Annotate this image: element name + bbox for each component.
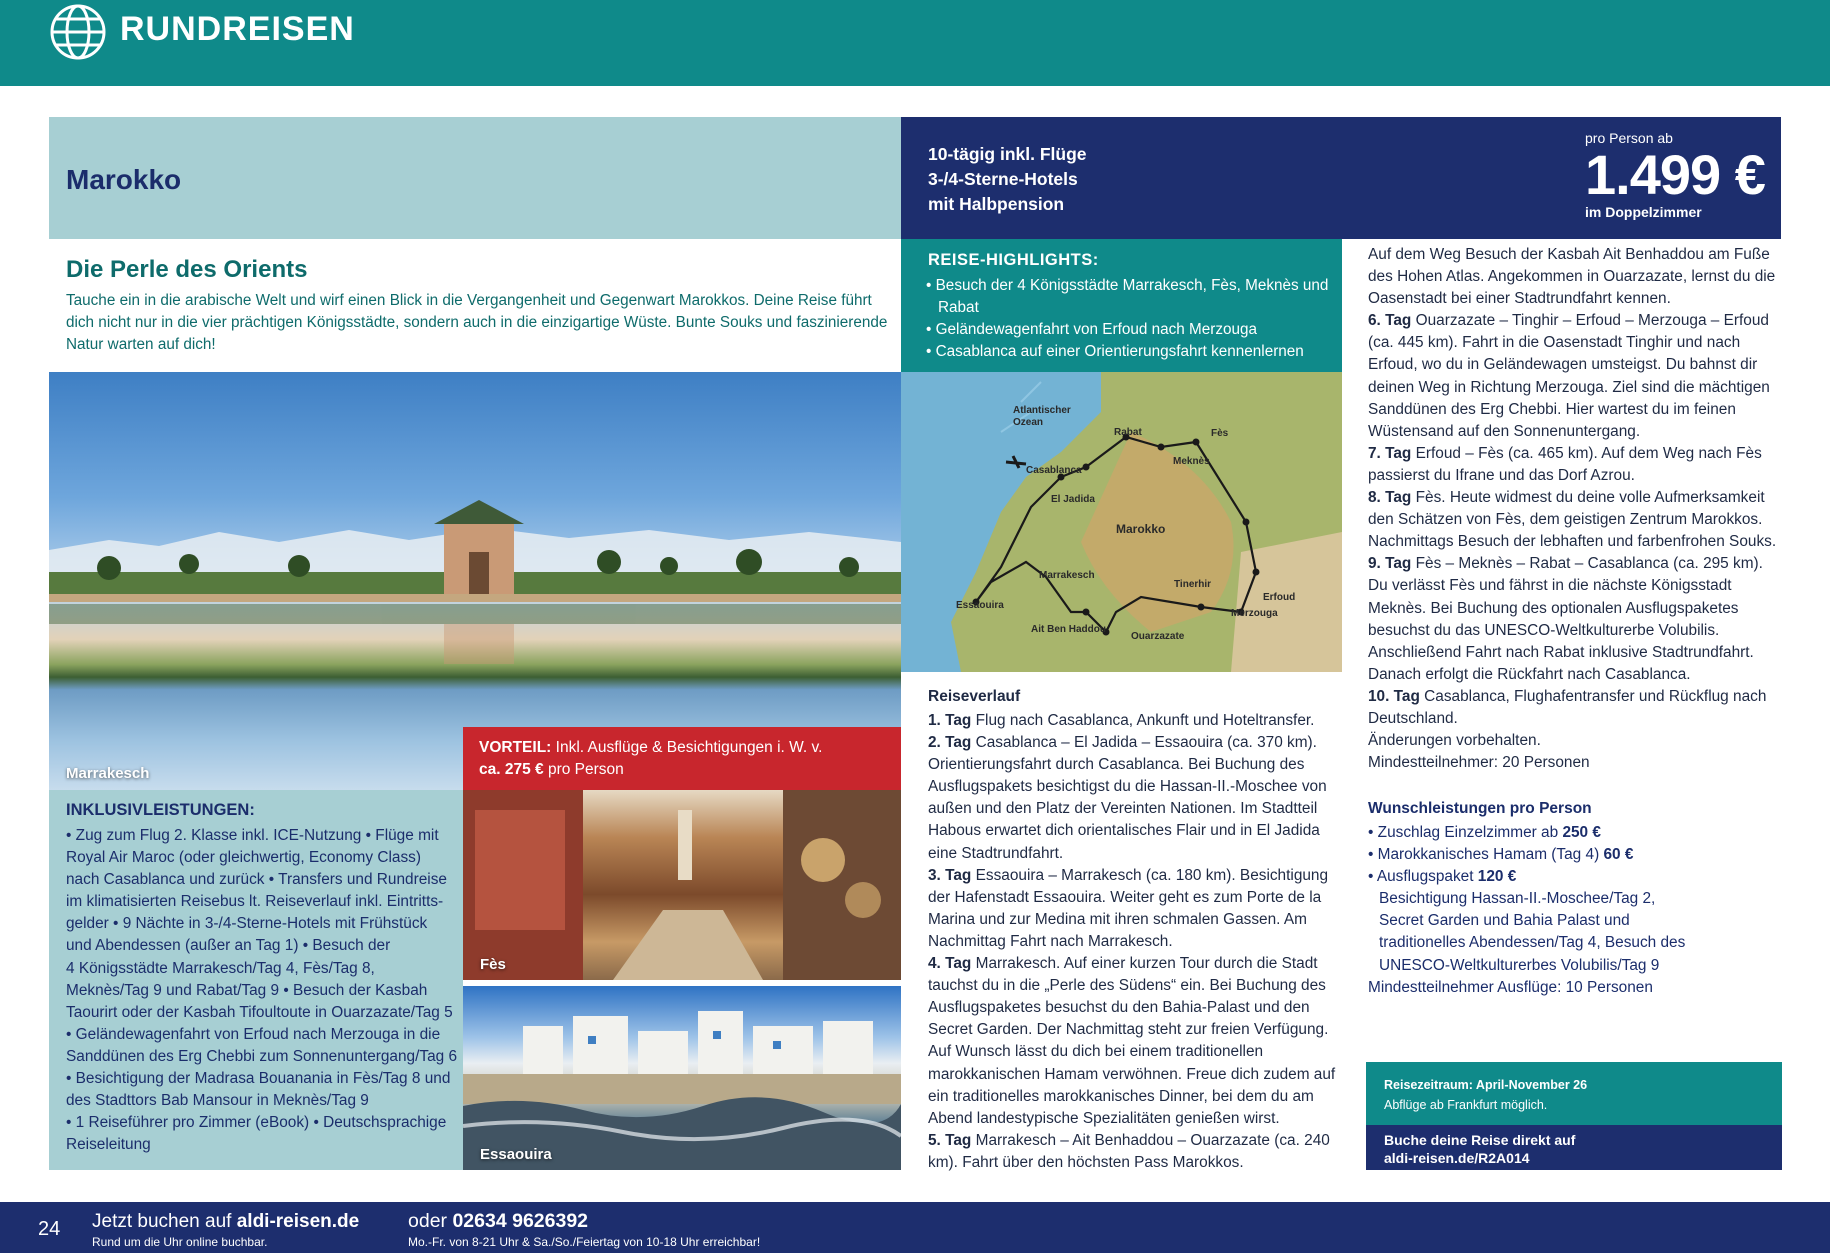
departure-info: Abflüge ab Frankfurt möglich. [1384, 1098, 1548, 1112]
extra-item: • Ausflugspaket 120 € [1368, 868, 1517, 886]
map-label-el-jadida: El Jadida [1051, 494, 1095, 505]
itinerary-day: 10. Tag Casablanca, Flughafentransfer und Rückflug nach Deutschland. [1368, 687, 1767, 727]
trip-info-line: 10-tägig inkl. Flüge [928, 144, 1087, 164]
globe-icon [48, 2, 108, 62]
map-label-ait-ben-haddou: Ait Ben Haddou [1031, 624, 1106, 635]
inclusion-line: gelder • 9 Nächte in 3-/4-Sterne-Hotels mit Frühstück [66, 915, 428, 933]
map-label-fes: Fès [1211, 428, 1229, 439]
map-label-merzouga: Merzouga [1231, 608, 1278, 619]
intro-heading: Die Perle des Orients [66, 256, 308, 283]
route-map [901, 372, 1342, 672]
itinerary-day: 6. Tag Ouarzazate – Tinghir – Erfoud – Merzouga – Erfoud (ca. 445 km). Fahrt in die Oasenstadt Tinghir und nach Erfoud, wo du in Geländewagen umsteigst. Du bahnst dir deinen Weg in Richtung Merzouga. Ziel sind die mächtigen Sanddünen des Erg Chebbi. Hier wartest du im feinen Wüstensand auf den Sonnenuntergang. [1368, 312, 1770, 440]
highlights-heading: REISE-HIGHLIGHTS: [928, 251, 1099, 269]
price-prefix: pro Person ab [1585, 130, 1673, 146]
inclusion-line: • 1 Reiseführer pro Zimmer (eBook) • Deutschsprachige [66, 1114, 447, 1132]
inclusion-line: und Abendessen (außer an Tag 1) • Besuch der [66, 937, 391, 955]
advantage-label: VORTEIL: [479, 739, 552, 756]
itinerary-day: 1. Tag Flug nach Casablanca, Ankunft und Hoteltransfer. [928, 712, 1315, 729]
itinerary-day: 9. Tag Fès – Meknès – Rabat – Casablanca (ca. 295 km). Du verlässt Fès und fährst in die nächste Königsstadt Meknès. Bei Buchung des optionalen Ausflugspaketes besuchst du das UNESCO-Weltkulturerbe Volubilis. Anschließend Fahrt nach Rabat inklusive Stadtrundfahrt. Danach erfolgt die Rückfahrt nach Casablanca. [1368, 555, 1763, 683]
inclusion-line: Royal Air Maroc (oder gleichwertig, Economy Class) [66, 849, 421, 867]
itinerary-day: 7. Tag Erfoud – Fès (ca. 465 km). Auf dem Weg nach Fès passierst du Ifrane und das Dorf Azrou. [1368, 444, 1762, 484]
extras-list [1368, 822, 1782, 999]
map-label-rabat: Rabat [1114, 427, 1142, 438]
itinerary-day: 4. Tag Marrakesch. Auf einer kurzen Tour durch die Stadt tauchst du in die „Perle des Südens“ ein. Bei Buchung des Ausflugspaketes besuchst du den Bahia-Palast und den Secret Garden. Der Nachmittag steht zur freien Verfügung. Auf Wunsch lässt du dich bei einem traditionellen marokkanischen Hamam verwöhnen. Freue dich zudem auf ein traditionelles marokkanisches Dinner, bei dem du am Abend landestypische Spezialitäten genießen wirst. [928, 955, 1336, 1127]
section-brand: RUNDREISEN [120, 10, 355, 48]
intro-text: Tauche ein in die arabische Welt und wirf einen Blick in die Vergangenheit und Gegenwart Marokkos. Deine Reise führt dich nicht nur in die vier prächtigen Königsstädte, sondern auch in die einzigartige Wüste. Bunte Souks und faszinierende Natur warten auf dich! [66, 292, 888, 353]
itinerary-note: Änderungen vorbehalten. [1368, 732, 1541, 750]
highlight-item: • Besuch der 4 Königsstädte Marrakesch, Fès, Meknès und Rabat [926, 277, 1329, 316]
inclusions-heading: INKLUSIVLEISTUNGEN: [66, 801, 255, 819]
highlight-item: • Casablanca auf einer Orientierungsfahrt kennenlernen [926, 343, 1304, 360]
price-block [1585, 130, 1765, 220]
highlight-item: • Geländewagenfahrt von Erfoud nach Merzouga [926, 321, 1258, 338]
fes-photo-caption: Fès [480, 956, 506, 973]
itinerary-heading: Reiseverlauf [928, 688, 1021, 705]
essaouira-illustration [463, 986, 901, 1170]
inclusion-line: Reiseleitung [66, 1136, 151, 1154]
itinerary-col-1 [928, 710, 1338, 1174]
inclusion-line: 4 Königsstädte Marrakesch/Tag 4, Fès/Tag 8, [66, 959, 375, 977]
itinerary-day: 8. Tag Fès. Heute widmest du deine volle Aufmerksamkeit den Schätzen von Fès, dem geistigen Zentrum Marokkos. Nachmittags Besuch der lebhaften und farbenfrohen Souks. [1368, 489, 1777, 551]
map-label-ouarzazate: Ouarzazate [1131, 631, 1185, 642]
booking-url[interactable]: aldi-reisen.de/R2A014 [1384, 1150, 1530, 1166]
extra-package-detail: UNESCO-Weltkulturerbes Volubilis/Tag 9 [1379, 956, 1660, 974]
map-label-meknes: Meknès [1173, 456, 1210, 467]
footer-phone: oder 02634 9626392 [408, 1210, 589, 1232]
itinerary-min-participants: Mindestteilnehmer: 20 Personen [1368, 754, 1590, 772]
footer-website-link[interactable]: aldi-reisen.de [236, 1211, 360, 1232]
itinerary-col-2 [1368, 244, 1782, 774]
highlights-list [926, 275, 1336, 363]
trip-info-line: 3-/4-Sterne-Hotels [928, 169, 1078, 189]
extras-heading: Wunschleistungen pro Person [1368, 800, 1592, 817]
footer-book-online: Jetzt buchen auf aldi-reisen.de [92, 1211, 360, 1232]
advantage-amount: ca. 275 € [479, 761, 544, 778]
page-number: 24 [38, 1218, 61, 1240]
inclusion-line: Taourirt oder der Kasbah Tifoultoute in Ouarzazate/Tag 5 [66, 1003, 453, 1021]
extra-package-detail: Secret Garden und Bahia Palast und [1379, 912, 1630, 930]
inclusion-line: des Stadttors Bab Mansour in Meknès/Tag 9 [66, 1092, 369, 1110]
map-label-casablanca: Casablanca [1026, 465, 1082, 476]
footer-online-note: Rund um die Uhr online buchbar. [92, 1235, 268, 1249]
advantage-suffix: pro Person [547, 761, 624, 778]
itinerary-day: 2. Tag Casablanca – El Jadida – Essaouira (ca. 370 km). Orientierungsfahrt durch Casablanca. Bei Buchung des Ausflugspakets besichtigst du die Hassan-II.-Moschee von außen und den Platz der Vereinten Nationen. Im Stadtteil Habous erwartet dich orientalisches Flair und in El Jadida eine Stadtrundfahrt. [928, 734, 1327, 862]
essaouira-photo-caption: Essaouira [480, 1146, 552, 1163]
inclusion-line: nach Casablanca und zurück • Transfers und Rundreise [66, 871, 447, 889]
page-title: Marokko [66, 164, 182, 195]
map-label-erfoud: Erfoud [1263, 592, 1296, 603]
inclusion-line: Sanddünen des Erg Chebbi zum Sonnenuntergang/Tag 6 [66, 1047, 458, 1065]
extra-item: • Marokkanisches Hamam (Tag 4) 60 € [1368, 846, 1634, 864]
trip-info [928, 142, 1087, 217]
inclusion-line: • Zug zum Flug 2. Klasse inkl. ICE-Nutzung • Flüge mit [66, 827, 439, 844]
itinerary-day: 5. Tag Marrakesch – Ait Benhaddou – Ouarzazate (ca. 240 km). Fahrt über den höchsten Pass Marokkos. [928, 1131, 1330, 1171]
price-suffix: im Doppelzimmer [1585, 204, 1702, 220]
travel-period: Reisezeitraum: April-November 26 [1384, 1078, 1588, 1092]
footer-phone-number[interactable]: 02634 9626392 [452, 1210, 589, 1232]
map-label-ocean-1: Atlantischer [1013, 405, 1071, 416]
map-label-essaouira: Essaouira [956, 600, 1004, 611]
travel-period-box [1366, 1062, 1782, 1125]
essaouira-photo [463, 986, 901, 1170]
extra-package-detail: traditionelles Abendessen/Tag 4, Besuch des [1379, 934, 1686, 952]
map-label-ocean-2: Ozean [1013, 417, 1044, 428]
fes-photo [463, 790, 901, 980]
inclusion-line: • Geländewagenfahrt von Erfoud nach Merzouga in die [66, 1025, 441, 1043]
map-label-marrakesch: Marrakesch [1039, 570, 1095, 581]
inclusions-text [66, 825, 460, 1156]
footer-hours: Mo.-Fr. von 8-21 Uhr & Sa./So./Feiertag von 10-18 Uhr erreichbar! [408, 1235, 761, 1249]
price: 1.499 € [1585, 143, 1765, 206]
booking-link-box[interactable] [1366, 1125, 1782, 1170]
extra-item: • Zuschlag Einzelzimmer ab 250 € [1368, 824, 1601, 841]
itinerary-continuation: Auf dem Weg Besuch der Kasbah Ait Benhaddou am Fuße des Hohen Atlas. Angekommen in Ouarzazate, lernst du die Oasenstadt bei einer Stadtrundfahrt kennen. [1368, 246, 1776, 308]
inclusion-line: Meknès/Tag 9 und Rabat/Tag 9 • Besuch der Kasbah [66, 981, 428, 999]
advantage-banner [463, 727, 901, 790]
trip-info-line: mit Halbpension [928, 194, 1065, 214]
itinerary-day: 3. Tag Essaouira – Marrakesch (ca. 180 km). Besichtigung der Hafenstadt Essaouira. Weiter geht es zum Porte de la Marina und zur Medina mit ihren schmalen Gassen. Am Nachmittag Fahrt nach Marrakesch. [928, 866, 1329, 950]
booking-text: Buche deine Reise direkt auf [1384, 1132, 1576, 1148]
map-label-country: Marokko [1116, 522, 1166, 536]
map-label-tinerhir: Tinerhir [1174, 579, 1212, 590]
fes-souk-illustration [463, 790, 901, 980]
inclusion-line: im klimatisierten Reisebus lt. Reiseverlauf inkl. Eintritts- [66, 893, 444, 911]
extra-package-detail: Besichtigung Hassan-II.-Moschee/Tag 2, [1379, 890, 1656, 908]
main-photo-caption: Marrakesch [66, 765, 150, 782]
extras-min-participants: Mindestteilnehmer Ausflüge: 10 Personen [1368, 978, 1653, 996]
advantage-text: Inkl. Ausflüge & Besichtigungen i. W. v. [555, 739, 823, 756]
inclusion-line: • Besichtigung der Madrasa Bouanania in Fès/Tag 8 und [66, 1070, 451, 1088]
